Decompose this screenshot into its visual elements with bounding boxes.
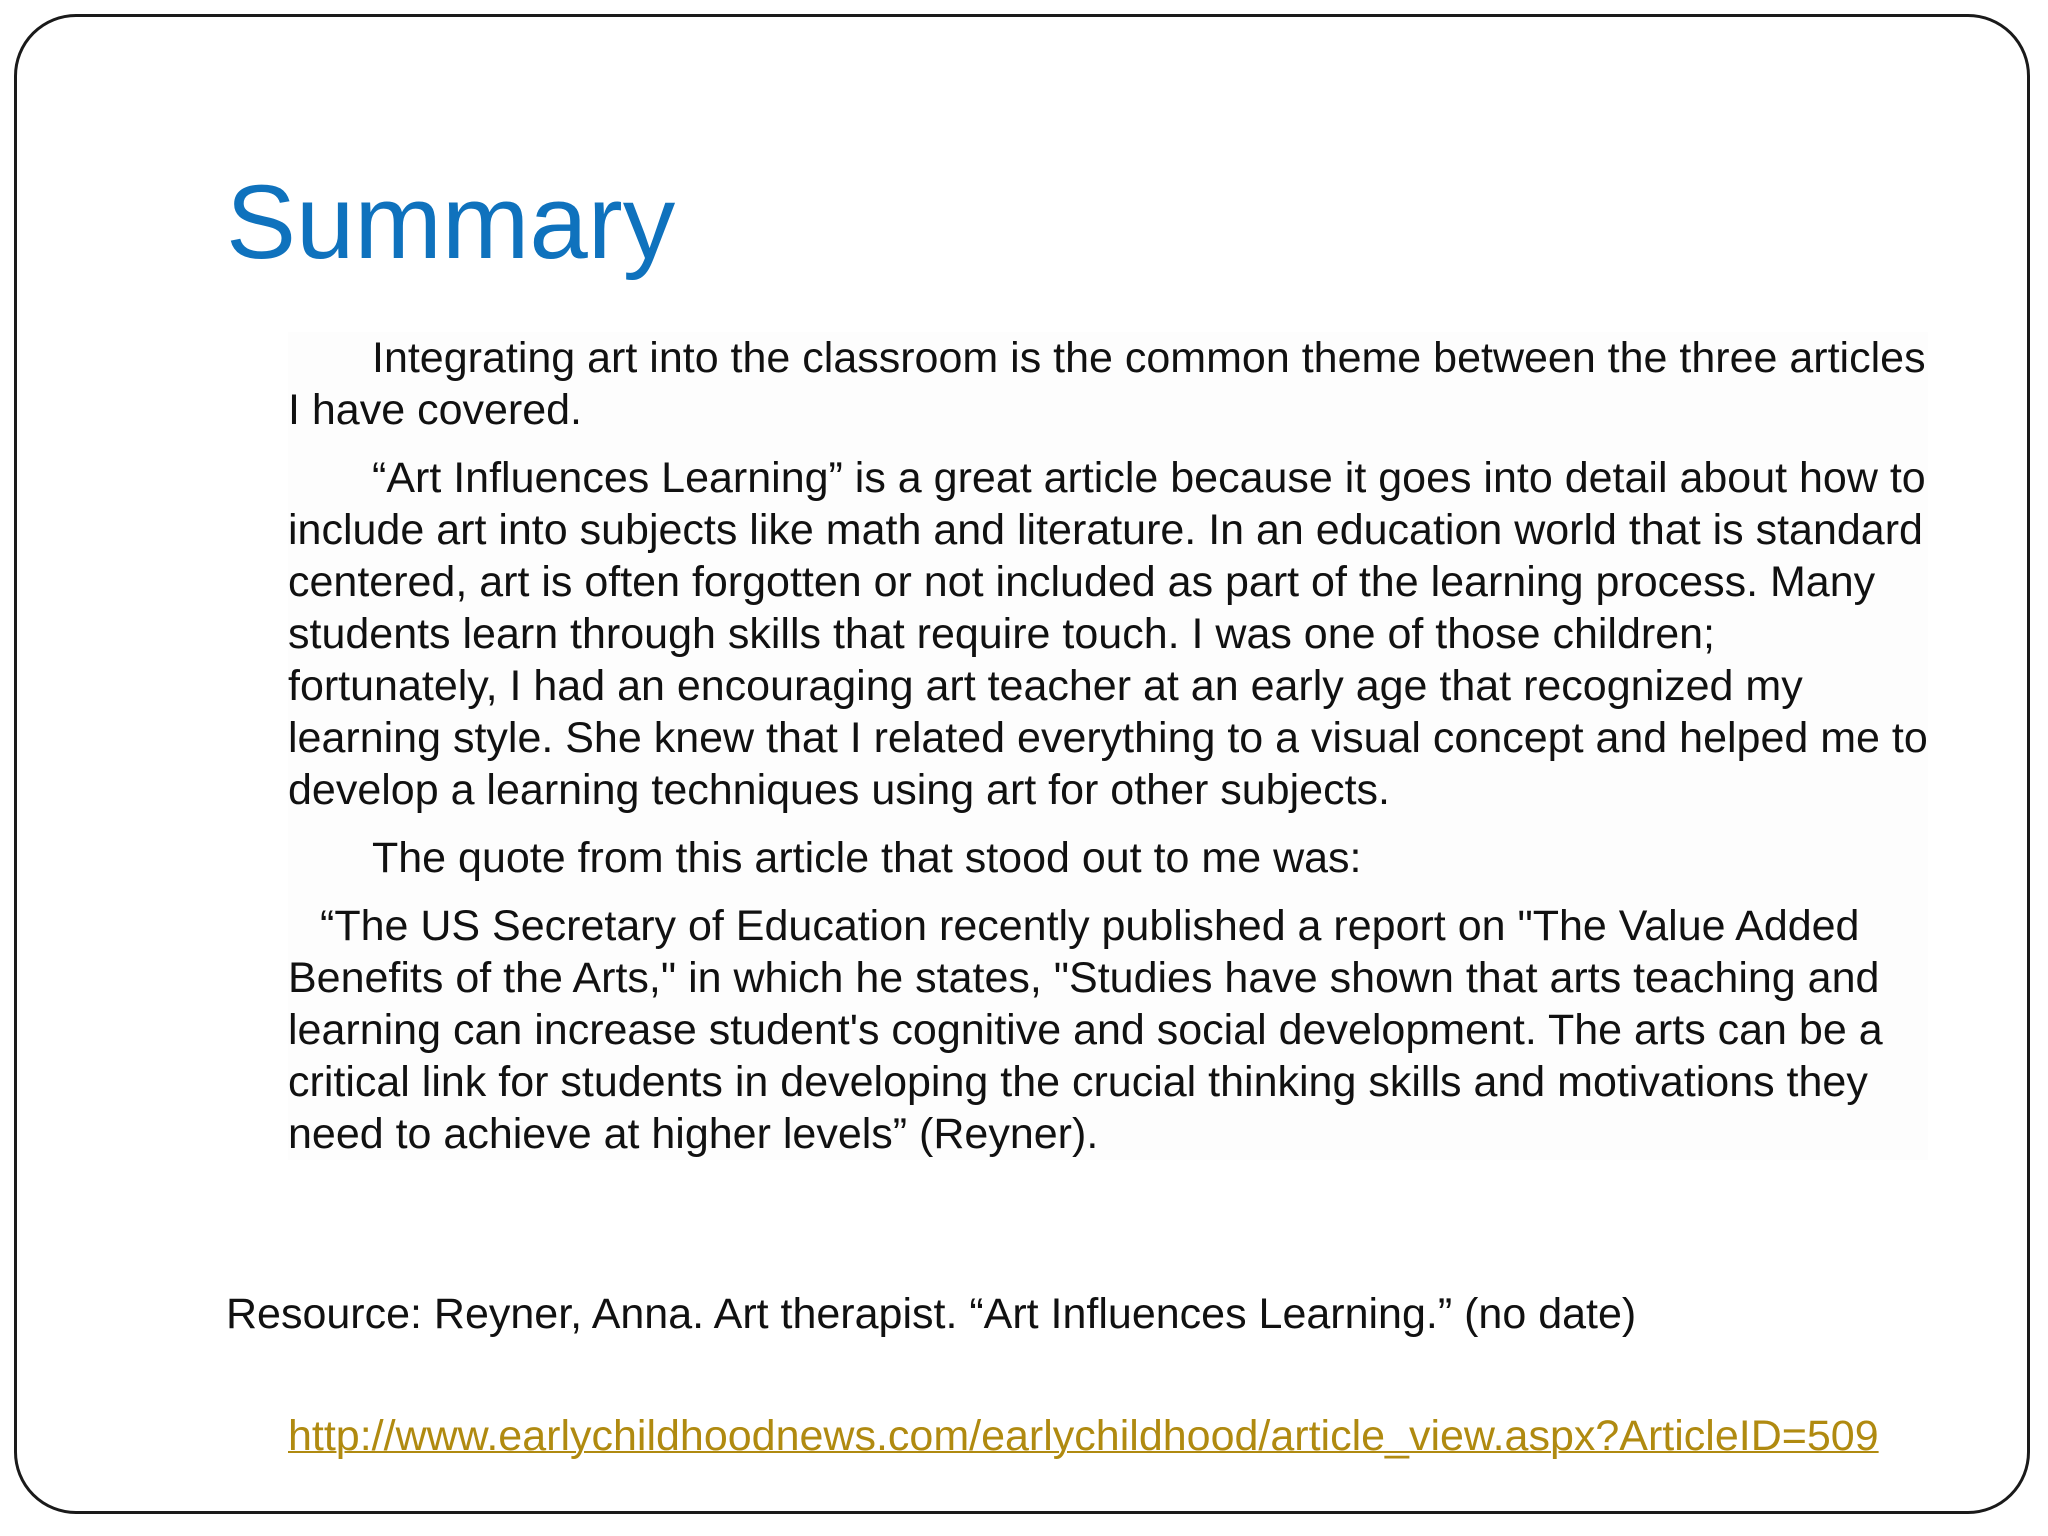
quote-intro-paragraph: The quote from this article that stood out to me was: <box>372 834 1362 882</box>
quote-paragraph: “The US Secretary of Education recently published a report on "The Value Added Benefits of the Arts," in which he states, "Studies have shown that arts teaching and learning can increase student's cognitive and social development. The arts can be a critical link for students in developing the crucial thinking skills and motivations they need to achieve at higher levels” (Reyner). <box>288 902 1883 1158</box>
resource-citation: Resource: Reyner, Anna. Art therapist. “Art Influences Learning.” (no date) <box>226 1290 1637 1338</box>
slide-title: Summary <box>226 164 676 281</box>
summary-content <box>288 332 1928 1160</box>
article-description-paragraph: “Art Influences Learning” is a great article because it goes into detail about how to include art into subjects like math and literature. In an education world that is standard centered, art is often forgotten or not included as part of the learning process. Many students learn through skills that require touch. I was one of those children; fortunately, I had an encouraging art teacher at an early age that recognized my learning style. She knew that I related everything to a visual concept and helped me to develop a learning techniques using art for other subjects. <box>288 454 1928 814</box>
article-link[interactable]: http://www.earlychildhoodnews.com/earlychildhood/article_view.aspx?ArticleID=509 <box>288 1412 1879 1460</box>
intro-paragraph: Integrating art into the classroom is the common theme between the three articles I have covered. <box>288 334 1926 434</box>
